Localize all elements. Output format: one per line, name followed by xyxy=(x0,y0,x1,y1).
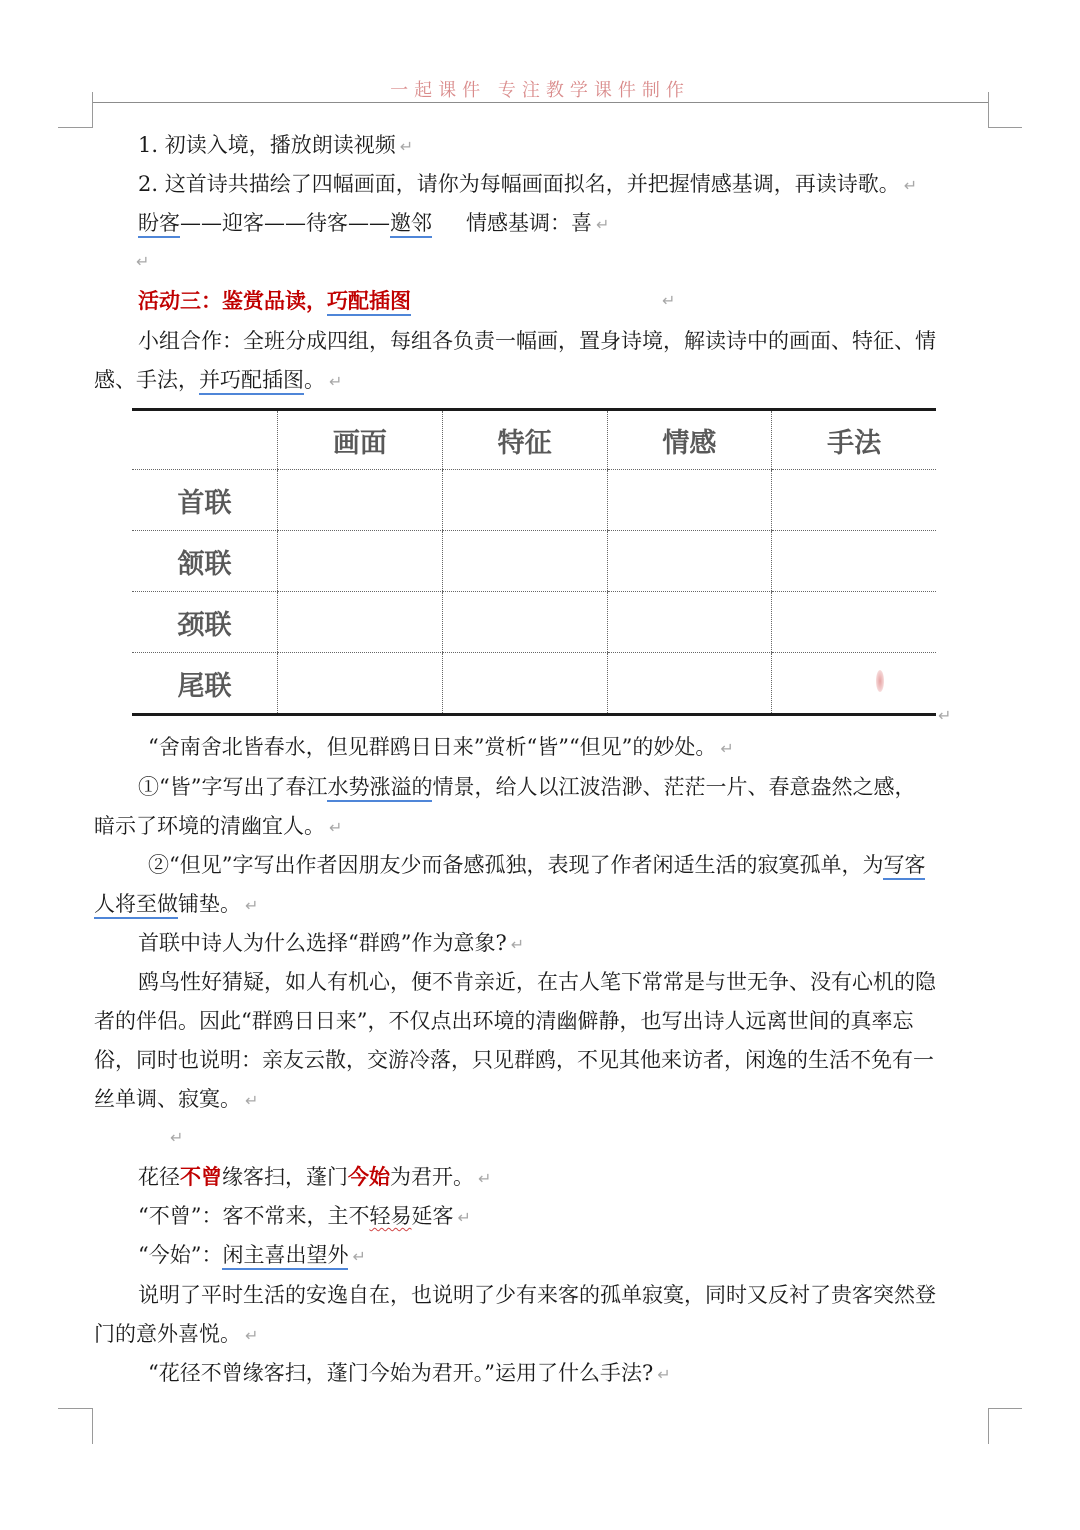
table-cell[interactable] xyxy=(278,592,443,653)
activity-3-intro-line-2 xyxy=(94,366,342,396)
table-cell[interactable] xyxy=(442,470,607,531)
row-header-hanlian: 颔联 xyxy=(132,531,278,592)
answer-1a: ①“皆”字写出了春江 xyxy=(138,775,328,799)
step-2 xyxy=(138,170,917,200)
paragraph-mark: ↵ xyxy=(903,176,918,195)
table-cell[interactable] xyxy=(772,470,936,531)
explanation-line-1-text: 说明了平时生活的安逸自在，也说明了少有来客的孤单寂寞，同时又反衬了贵客突然登 xyxy=(138,1283,936,1307)
table-cell[interactable] xyxy=(772,592,936,653)
answer-2b: 写客 xyxy=(883,853,925,880)
answer-1b: 水势涨溢的 xyxy=(327,775,432,802)
paragraph-mark: ↵ xyxy=(596,215,610,234)
empty-paragraph-mark: ↵ xyxy=(170,1128,184,1147)
activity-3-title-b: 巧配插图 xyxy=(327,288,411,316)
title-middle: ——迎客——待客—— xyxy=(180,211,390,235)
step-1-text: 1. 初读入境，播放朗读视频 xyxy=(138,133,396,157)
col-header-shoufa: 手法 xyxy=(772,410,936,470)
paragraph-mark: ↵ xyxy=(510,935,525,954)
table-cell[interactable] xyxy=(278,653,443,715)
paragraph-mark: ↵ xyxy=(478,1169,492,1188)
paragraph-mark: ↵ xyxy=(245,1091,259,1110)
answer-2d: 铺垫。 xyxy=(178,892,241,916)
paragraph-mark: ↵ xyxy=(399,137,414,156)
col-header-tezheng: 特征 xyxy=(442,410,607,470)
table-cell[interactable] xyxy=(607,470,772,531)
answer-3-line-4 xyxy=(94,1085,258,1115)
buceng-b: 轻易 xyxy=(369,1204,412,1228)
answer-3-line-1-text: 鸥鸟性好猜疑，如人有机心，便不肯亲近，在古人笔下常常是与世无争、没有心机的隐 xyxy=(138,970,936,994)
intro-line-2b: 并巧配插图 xyxy=(199,368,304,395)
question-technique xyxy=(148,1359,671,1389)
title-yao-lin: 邀邻 xyxy=(390,211,432,238)
intro-line-1-text: 小组合作：全班分成四组，每组各负责一幅画，置身诗境，解读诗中的画面、特征、情 xyxy=(138,329,936,353)
question-jie-danjian xyxy=(148,733,734,763)
paragraph-mark: ↵ xyxy=(662,291,676,310)
table-cell[interactable] xyxy=(442,592,607,653)
activity-3-intro-line-1 xyxy=(138,327,936,355)
crop-mark-top-right-v xyxy=(988,92,989,128)
empty-paragraph-mark: ↵ xyxy=(136,252,150,271)
table-corner xyxy=(132,410,278,470)
activity-3-title xyxy=(138,287,411,315)
answer-3-line-1 xyxy=(138,968,936,996)
crop-mark-top-right-h xyxy=(988,127,1022,128)
table-row xyxy=(132,653,936,715)
answer-3-line-4-text: 丝单调、寂寞。 xyxy=(94,1087,241,1111)
emotion-tone: 情感基调：喜 xyxy=(466,211,592,235)
answer-2a: ②“但见”字写出作者因朋友少而备感孤独，表现了作者闲适生活的寂寞孤单，为 xyxy=(148,853,884,877)
row-header-shoulian: 首联 xyxy=(132,470,278,531)
keyword-jinshi: 今始 xyxy=(348,1164,390,1189)
paragraph-mark: ↵ xyxy=(329,818,343,837)
col-header-qinggan: 情感 xyxy=(607,410,772,470)
paragraph-mark: ↵ xyxy=(245,896,259,915)
paragraph-mark: ↵ xyxy=(938,706,952,725)
jinshi-explanation xyxy=(138,1241,366,1271)
couplet-a: 花径 xyxy=(138,1165,180,1189)
answer-1-line-2 xyxy=(94,812,342,842)
analysis-table xyxy=(132,408,936,716)
answer-1-line-1 xyxy=(138,773,915,801)
explanation-line-2 xyxy=(94,1320,258,1350)
header-rule xyxy=(92,102,988,103)
buceng-explanation xyxy=(138,1202,471,1232)
jinshi-b: 闲主喜出望外 xyxy=(222,1243,348,1270)
answer-3-line-3 xyxy=(94,1046,934,1074)
crop-mark-bottom-right-h xyxy=(988,1408,1022,1409)
crop-mark-bottom-left-h xyxy=(58,1408,93,1409)
table-cell[interactable] xyxy=(442,531,607,592)
question-2-text: 首联中诗人为什么选择“群鸥”作为意象? xyxy=(138,931,507,955)
question-qun-ou xyxy=(138,929,524,959)
step-1 xyxy=(138,131,413,161)
table-cell[interactable] xyxy=(278,531,443,592)
paragraph-mark: ↵ xyxy=(657,1365,671,1384)
answer-3-line-2 xyxy=(94,1007,913,1035)
paragraph-mark: ↵ xyxy=(245,1326,259,1345)
answer-1c: 情景，给人以江波浩渺、茫茫一片、春意盎然之感， xyxy=(432,775,916,799)
crop-mark-top-left-h xyxy=(58,127,93,128)
couplet-2-line xyxy=(138,1163,491,1193)
intro-line-2a: 感、手法， xyxy=(94,368,199,392)
question-1-text: “舍南舍北皆春水，但见群鸥日日来”赏析“皆”“但见”的妙处。 xyxy=(148,735,717,759)
couplet-e: 为君开。 xyxy=(390,1165,474,1189)
col-header-huamian: 画面 xyxy=(278,410,443,470)
table-cell[interactable] xyxy=(772,653,936,715)
table-row xyxy=(132,592,936,653)
table-cell[interactable] xyxy=(607,653,772,715)
answer-3-line-2-text: 者的伴侣。因此“群鸥日日来”，不仅点出环境的清幽僻静，也写出诗人远离世间的真率忘 xyxy=(94,1009,914,1033)
answer-2-line-2 xyxy=(94,890,258,920)
crop-mark-top-left-v xyxy=(92,92,93,128)
paragraph-mark: ↵ xyxy=(720,739,734,758)
buceng-c: 延客 xyxy=(411,1204,454,1228)
step-2-text: 2. 这首诗共描绘了四幅画面，请你为每幅画面拟名，并把握情感基调，再读诗歌。 xyxy=(138,172,900,196)
keyword-buceng: 不曾 xyxy=(180,1164,222,1189)
explanation-line-1 xyxy=(138,1281,936,1309)
question-3-text: “花径不曾缘客扫，蓬门今始为君开。”运用了什么手法? xyxy=(148,1361,654,1385)
explanation-line-2-text: 门的意外喜悦。 xyxy=(94,1322,241,1346)
intro-line-2c: 。 xyxy=(304,368,325,392)
table-cell[interactable] xyxy=(278,470,443,531)
table-cell[interactable] xyxy=(772,531,936,592)
table-cell[interactable] xyxy=(442,653,607,715)
scene-titles xyxy=(138,209,609,239)
table-cell[interactable] xyxy=(607,531,772,592)
couplet-c: 缘客扫，蓬门 xyxy=(222,1165,348,1189)
row-header-weilian: 尾联 xyxy=(177,670,232,702)
page-header: 一起课件 专注教学课件制作 xyxy=(390,80,690,101)
ink-smudge xyxy=(876,670,884,692)
activity-3-title-a: 活动三：鉴赏品读， xyxy=(138,288,327,313)
table-row xyxy=(132,470,936,531)
table-header-row xyxy=(132,410,936,470)
paragraph-mark: ↵ xyxy=(329,372,343,391)
crop-mark-bottom-right-v xyxy=(988,1408,989,1444)
answer-1-line-2-text: 暗示了环境的清幽宜人。 xyxy=(94,814,325,838)
table-row xyxy=(132,531,936,592)
title-pan-ke: 盼客 xyxy=(138,211,180,238)
buceng-a: “不曾”：客不常来，主不 xyxy=(138,1204,370,1228)
crop-mark-bottom-left-v xyxy=(92,1408,93,1444)
table-cell[interactable] xyxy=(607,592,772,653)
paragraph-mark: ↵ xyxy=(352,1247,366,1266)
answer-2c: 人将至做 xyxy=(94,892,178,919)
paragraph-mark: ↵ xyxy=(457,1208,471,1227)
row-header-jinglian: 颈联 xyxy=(132,592,278,653)
answer-3-line-3-text: 俗，同时也说明：亲友云散，交游冷落，只见群鸥，不见其他来访者，闲逸的生活不免有一 xyxy=(94,1048,934,1072)
jinshi-a: “今始”： xyxy=(138,1243,223,1267)
answer-2-line-1 xyxy=(148,851,925,879)
